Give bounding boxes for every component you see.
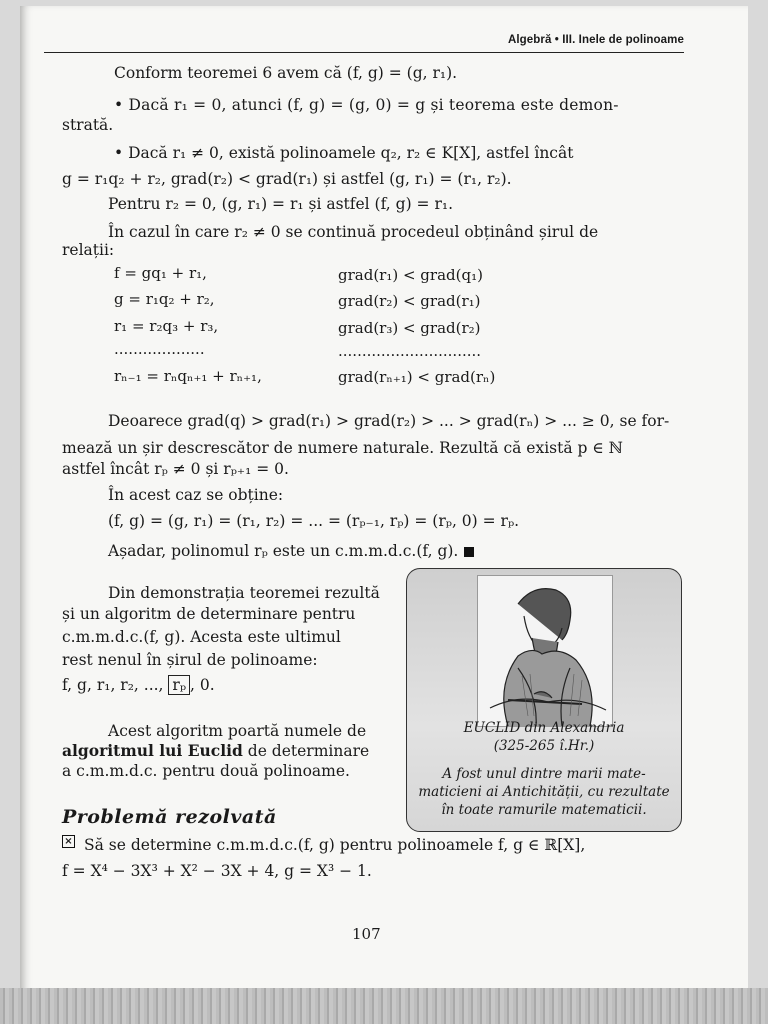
euclid-years: (325-265 î.Hr.): [493, 738, 595, 754]
algorithm-name: algoritmul lui Euclid: [62, 741, 243, 760]
scan-bottom-edge: [0, 988, 768, 1024]
sequence-prefix: f, g, r₁, r₂, ...,: [62, 676, 169, 694]
text-line: În acest caz se obține:: [108, 486, 284, 504]
euclid-description: în toate ramurile matematicii.: [441, 802, 647, 818]
text-line: g = r₁q₂ + r₂, grad(r₂) < grad(r₁) și astfel (g, r₁) = (r₁, r₂).: [62, 170, 512, 188]
running-header: Algebră • III. Inele de polinoame: [44, 34, 684, 53]
qed-square-icon: [464, 547, 474, 557]
relation: grad(r₂) < grad(r₁): [338, 292, 481, 310]
boxed-rp: rₚ: [168, 675, 190, 695]
relation-ellipsis: ..............................: [338, 342, 482, 360]
relation: f = gq₁ + r₁,: [114, 264, 207, 282]
problem-marker-icon: ×: [62, 835, 75, 848]
text-line: În cazul în care r₂ ≠ 0 se continuă procedeul obținând șirul de: [108, 223, 599, 241]
problem-section-title: Problemă rezolvată: [62, 806, 277, 828]
sequence-suffix: , 0.: [190, 676, 215, 694]
relation: grad(rₙ₊₁) < grad(rₙ): [338, 368, 496, 386]
relation: grad(r₃) < grad(r₂): [338, 319, 481, 337]
text-line: f = X⁴ − 3X³ + X² − 3X + 4, g = X³ − 1.: [62, 862, 372, 880]
text-line: [62, 740, 369, 762]
text-line: strată.: [62, 116, 114, 134]
text-line: astfel încât rₚ ≠ 0 și rₚ₊₁ = 0.: [62, 460, 289, 478]
relation-ellipsis: ...................: [114, 340, 205, 358]
text-line: Din demonstrația teoremei rezultă: [108, 584, 380, 602]
text-line: Deoarece grad(q) > grad(r₁) > grad(r₂) > ... > grad(rₙ) > ... ≥ 0, se for-: [108, 412, 670, 430]
text-line: mează un șir descrescător de numere naturale. Rezultă că există p ∈ ℕ: [62, 439, 623, 457]
text-line: • Dacă r₁ ≠ 0, există polinoamele q₂, r₂ ∈ K[X], astfel încât: [114, 144, 574, 162]
euclid-description: A fost unul dintre marii mate-: [442, 766, 646, 782]
relation: grad(r₁) < grad(q₁): [338, 266, 483, 284]
euclid-info-card: [406, 568, 682, 832]
text-line: [62, 674, 215, 696]
text-line: relații:: [62, 241, 115, 259]
text-line: Acest algoritm poartă numele de: [108, 722, 367, 740]
euclid-portrait: [477, 575, 613, 727]
relation: g = r₁q₂ + r₂,: [114, 290, 215, 308]
euclid-name: EUCLID din Alexandria: [463, 720, 625, 736]
page-number: 107: [352, 925, 381, 943]
euclid-engraving-icon: [478, 576, 612, 726]
text-line: și un algoritm de determinare pentru: [62, 605, 356, 623]
text-line: a c.m.m.d.c. pentru două polinoame.: [62, 762, 350, 780]
text-line: c.m.m.d.c.(f, g). Acesta este ultimul: [62, 628, 341, 646]
text-line: • Dacă r₁ = 0, atunci (f, g) = (g, 0) = g și teorema este demon-: [114, 96, 619, 114]
text-line: Pentru r₂ = 0, (g, r₁) = r₁ și astfel (f, g) = r₁.: [108, 195, 454, 213]
euclid-description: maticieni ai Antichității, cu rezultate: [418, 784, 670, 800]
relation: r₁ = r₂q₃ + r₃,: [114, 317, 219, 335]
relation: rₙ₋₁ = rₙqₙ₊₁ + rₙ₊₁,: [114, 367, 262, 385]
text-line: rest nenul în șirul de polinoame:: [62, 651, 318, 669]
text-fragment: de determinare: [242, 742, 370, 760]
text-line: (f, g) = (g, r₁) = (r₁, r₂) = ... = (rₚ₋₁, rₚ) = (rₚ, 0) = rₚ.: [108, 512, 520, 530]
text-line: [108, 540, 474, 562]
text-line: Conform teoremei 6 avem că (f, g) = (g, r₁).: [114, 64, 458, 82]
text-line: Să se determine c.m.m.d.c.(f, g) pentru polinoamele f, g ∈ ℝ[X],: [84, 836, 586, 854]
conclusion-text: Așadar, polinomul rₚ este un c.m.m.d.c.(f, g).: [108, 542, 459, 560]
